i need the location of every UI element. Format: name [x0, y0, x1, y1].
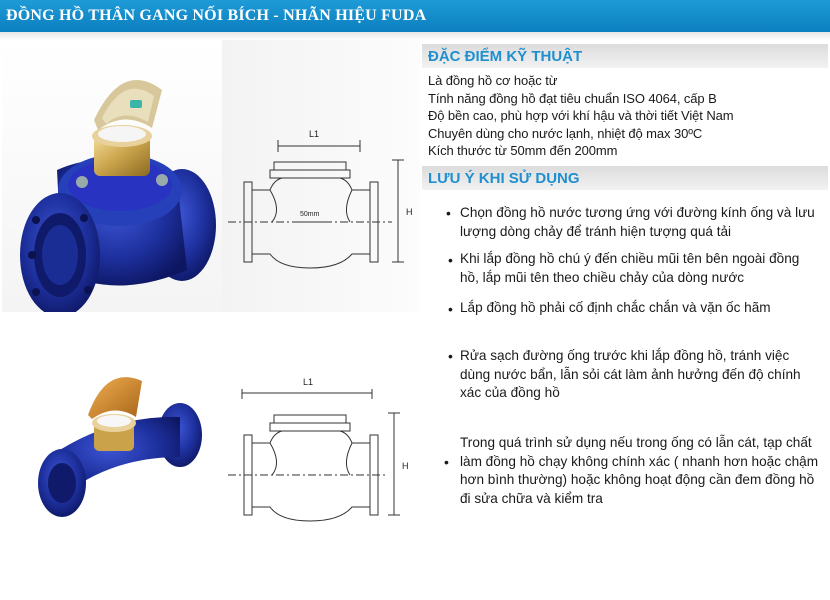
specs-list [428, 72, 824, 160]
dimension-drawing-bottom [222, 345, 420, 585]
threaded-meter-illustration [2, 345, 222, 585]
bullet-icon: • [448, 301, 453, 317]
spec-item: Kích thước từ 50mm đến 200mm [428, 143, 618, 158]
bullet-icon: • [446, 205, 451, 221]
spec-item: Độ bền cao, phù hợp với khí hậu và thời tiết Việt Nam [428, 108, 734, 123]
page-title: ĐỒNG HỒ THÂN GANG NỐI BÍCH - NHÃN HIỆU FUDA [6, 7, 427, 24]
dim-length-label: L1 [302, 377, 314, 387]
dim-height-label: H [406, 207, 413, 217]
flanged-meter-photo [2, 40, 222, 312]
spec-item: Chuyên dùng cho nước lạnh, nhiệt độ max 30ºC [428, 125, 703, 141]
title-banner [0, 0, 830, 32]
spec-item: Là đồng hồ cơ hoặc từ [428, 73, 558, 88]
dim-height-label: H [402, 461, 409, 471]
header-divider [0, 32, 830, 40]
usage-heading: LƯU Ý KHI SỬ DỤNG [428, 170, 580, 187]
bullet-icon: • [448, 252, 453, 268]
specs-heading: ĐẶC ĐIỂM KỸ THUẬT [428, 48, 583, 65]
usage-note: Trong quá trình sử dụng nếu trong ống có lẫn cát, tạp chất làm đồng hồ chạy không chính xác ( nhanh hơn hoặc chậm hơn bình thường) hoặc không hoạt động cần đem đồng hồ đi sửa chữa và kiểm tra [460, 435, 819, 506]
spec-item: Tính năng đồng hồ đạt tiêu chuẩn ISO 4064, cấp B [428, 90, 717, 106]
usage-note: Rửa sạch đường ống trước khi lắp đồng hồ, tránh việc dùng nước bẩn, lẫn sỏi cát làm ảnh hưởng đến độ chính xác của đồng hồ [460, 348, 801, 400]
dim-length-label: L1 [308, 129, 320, 139]
specs-section-header [422, 44, 828, 68]
usage-note: Chọn đồng hồ nước tương ứng với đường kính ống và lưu lượng dòng chảy để tránh hiện tượng quá tải [460, 205, 815, 239]
bullet-icon: • [448, 348, 453, 364]
pipe-size-label: 50mm [300, 211, 320, 218]
usage-note: Khi lắp đồng hồ chú ý đến chiều mũi tên bên ngoài đồng hồ, lắp mũi tên theo chiều chảy của dòng nước [460, 251, 800, 285]
threaded-meter-photo [2, 345, 222, 585]
dimension-drawing-top [222, 40, 420, 312]
usage-note: Lắp đồng hồ phải cố định chắc chắn và vặn ốc hãm [460, 300, 771, 315]
bullet-icon: • [444, 454, 449, 470]
usage-section-header [422, 166, 828, 190]
flanged-meter-illustration [2, 40, 222, 312]
